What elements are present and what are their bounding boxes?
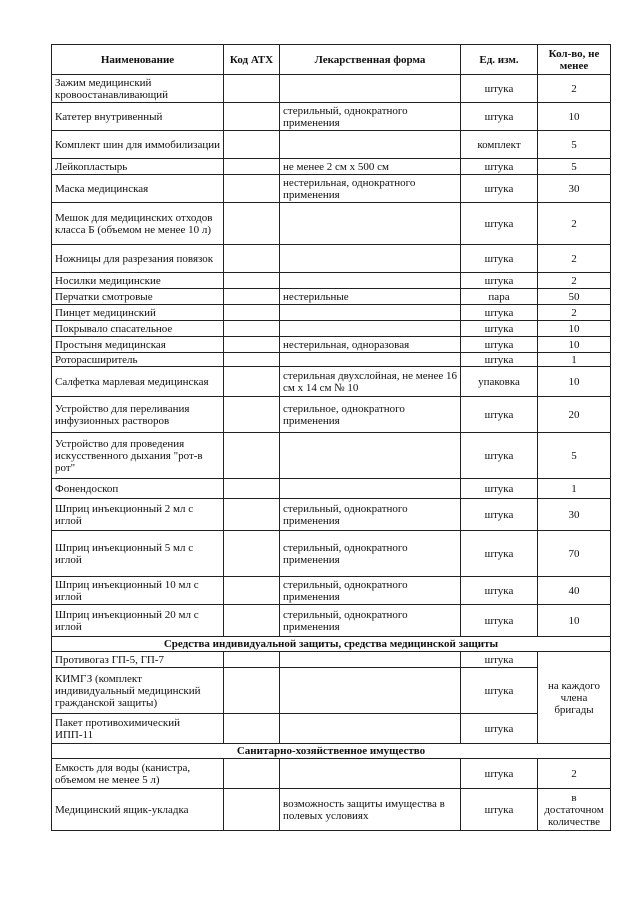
cell-name: Зажим медицинский кровоостанавливающий xyxy=(52,75,224,103)
cell-code xyxy=(224,577,280,605)
cell-unit: штука xyxy=(461,531,538,577)
cell-code xyxy=(224,668,280,714)
cell-qty: 10 xyxy=(538,103,611,131)
cell-code xyxy=(224,273,280,289)
cell-qty: 20 xyxy=(538,397,611,433)
cell-code xyxy=(224,175,280,203)
cell-qty: 10 xyxy=(538,337,611,353)
cell-name: Шприц инъекционный 10 мл с иглой xyxy=(52,577,224,605)
cell-unit: штука xyxy=(461,652,538,668)
cell-name: Медицинский ящик-укладка xyxy=(52,789,224,831)
cell-unit: штука xyxy=(461,245,538,273)
cell-unit: штука xyxy=(461,577,538,605)
cell-unit: штука xyxy=(461,714,538,744)
cell-code xyxy=(224,397,280,433)
cell-name: Ножницы для разрезания повязок xyxy=(52,245,224,273)
cell-form: стерильный, однократного применения xyxy=(280,605,461,637)
table-row xyxy=(52,203,611,245)
cell-name: Роторасширитель xyxy=(52,353,224,367)
cell-code xyxy=(224,203,280,245)
cell-qty: 30 xyxy=(538,499,611,531)
table-header-row xyxy=(52,45,611,75)
table-row xyxy=(52,531,611,577)
cell-name: Покрывало спасательное xyxy=(52,321,224,337)
header-qty: Кол-во, не менее xyxy=(538,45,611,75)
table-row xyxy=(52,652,611,668)
document-page xyxy=(51,44,611,831)
cell-qty: 5 xyxy=(538,131,611,159)
cell-form: нестерильные xyxy=(280,289,461,305)
cell-name: Простыня медицинская xyxy=(52,337,224,353)
section-heading-row xyxy=(52,744,611,759)
cell-name: Пакет противохимический ИПП-11 xyxy=(52,714,224,744)
cell-name: КИМГЗ (комплект индивидуальный медицинский гражданской защиты) xyxy=(52,668,224,714)
table-row xyxy=(52,273,611,289)
cell-name: Мешок для медицинских отходов класса Б (объемом не менее 10 л) xyxy=(52,203,224,245)
section-title-ppe: Средства индивидуальной защиты, средства медицинской защиты xyxy=(52,637,611,652)
cell-form: стерильный, однократного применения xyxy=(280,577,461,605)
cell-unit: штука xyxy=(461,103,538,131)
table-row xyxy=(52,714,611,744)
cell-unit: штука xyxy=(461,273,538,289)
cell-code xyxy=(224,131,280,159)
cell-name: Комплект шин для иммобилизации xyxy=(52,131,224,159)
cell-unit: штука xyxy=(461,175,538,203)
section-title-household: Санитарно-хозяйственное имущество xyxy=(52,744,611,759)
cell-form xyxy=(280,668,461,714)
cell-code xyxy=(224,289,280,305)
header-form: Лекарственная форма xyxy=(280,45,461,75)
header-unit: Ед. изм. xyxy=(461,45,538,75)
cell-name: Маска медицинская xyxy=(52,175,224,203)
table-row xyxy=(52,103,611,131)
cell-name: Лейкопластырь xyxy=(52,159,224,175)
cell-qty: 10 xyxy=(538,367,611,397)
cell-qty: 2 xyxy=(538,273,611,289)
cell-name: Устройство для проведения искусственного дыхания "рот-в рот" xyxy=(52,433,224,479)
cell-name: Пинцет медицинский xyxy=(52,305,224,321)
table-row xyxy=(52,433,611,479)
cell-unit: штука xyxy=(461,789,538,831)
cell-qty: 70 xyxy=(538,531,611,577)
cell-name: Устройство для переливания инфузионных растворов xyxy=(52,397,224,433)
cell-unit: штука xyxy=(461,499,538,531)
table-row xyxy=(52,289,611,305)
cell-name: Шприц инъекционный 2 мл с иглой xyxy=(52,499,224,531)
cell-unit: штука xyxy=(461,479,538,499)
table-row xyxy=(52,367,611,397)
cell-form: стерильный, однократного применения xyxy=(280,499,461,531)
cell-form: стерильный, однократного применения xyxy=(280,531,461,577)
cell-qty: 40 xyxy=(538,577,611,605)
cell-unit: упаковка xyxy=(461,367,538,397)
cell-unit: пара xyxy=(461,289,538,305)
cell-form xyxy=(280,714,461,744)
cell-unit: штука xyxy=(461,433,538,479)
cell-name: Противогаз ГП-5, ГП-7 xyxy=(52,652,224,668)
cell-code xyxy=(224,714,280,744)
cell-qty: 2 xyxy=(538,759,611,789)
cell-unit: штука xyxy=(461,75,538,103)
table-row xyxy=(52,337,611,353)
cell-code xyxy=(224,531,280,577)
cell-form xyxy=(280,305,461,321)
cell-code xyxy=(224,337,280,353)
cell-code xyxy=(224,499,280,531)
cell-form: нестерильная, однократного применения xyxy=(280,175,461,203)
cell-name: Шприц инъекционный 20 мл с иглой xyxy=(52,605,224,637)
cell-qty: 10 xyxy=(538,605,611,637)
header-name: Наименование xyxy=(52,45,224,75)
table-row xyxy=(52,499,611,531)
cell-qty: 1 xyxy=(538,479,611,499)
table-row xyxy=(52,321,611,337)
cell-qty: 2 xyxy=(538,75,611,103)
cell-unit: штука xyxy=(461,668,538,714)
cell-unit: комплект xyxy=(461,131,538,159)
cell-code xyxy=(224,75,280,103)
cell-name: Носилки медицинские xyxy=(52,273,224,289)
cell-qty: 1 xyxy=(538,353,611,367)
cell-unit: штука xyxy=(461,321,538,337)
cell-form xyxy=(280,759,461,789)
table-row xyxy=(52,577,611,605)
table-row xyxy=(52,479,611,499)
cell-name: Емкость для воды (канистра, объемом не менее 5 л) xyxy=(52,759,224,789)
cell-form xyxy=(280,353,461,367)
cell-code xyxy=(224,321,280,337)
table-row xyxy=(52,605,611,637)
section-heading-row xyxy=(52,637,611,652)
table-row xyxy=(52,397,611,433)
cell-code xyxy=(224,159,280,175)
cell-unit: штука xyxy=(461,159,538,175)
cell-qty: 2 xyxy=(538,203,611,245)
cell-form xyxy=(280,321,461,337)
cell-unit: штука xyxy=(461,337,538,353)
table-row xyxy=(52,75,611,103)
cell-form xyxy=(280,131,461,159)
cell-code xyxy=(224,353,280,367)
cell-qty: 5 xyxy=(538,159,611,175)
cell-code xyxy=(224,759,280,789)
cell-qty: 10 xyxy=(538,321,611,337)
cell-code xyxy=(224,605,280,637)
cell-form xyxy=(280,652,461,668)
table-row xyxy=(52,789,611,831)
cell-code xyxy=(224,433,280,479)
cell-unit: штука xyxy=(461,353,538,367)
cell-unit: штука xyxy=(461,759,538,789)
cell-form: стерильная двухслойная, не менее 16 см x 14 см № 10 xyxy=(280,367,461,397)
cell-form: стерильное, однократного применения xyxy=(280,397,461,433)
cell-unit: штука xyxy=(461,305,538,321)
equipment-table xyxy=(51,44,611,831)
cell-qty: 30 xyxy=(538,175,611,203)
cell-name: Шприц инъекционный 5 мл с иглой xyxy=(52,531,224,577)
cell-unit: штука xyxy=(461,203,538,245)
cell-form xyxy=(280,479,461,499)
cell-name: Катетер внутривенный xyxy=(52,103,224,131)
cell-code xyxy=(224,367,280,397)
cell-form xyxy=(280,203,461,245)
cell-name: Фонендоскоп xyxy=(52,479,224,499)
cell-qty: 50 xyxy=(538,289,611,305)
cell-code xyxy=(224,103,280,131)
cell-qty: 5 xyxy=(538,433,611,479)
cell-qty-merged: на каждого члена бригады xyxy=(538,652,611,744)
cell-form: не менее 2 см x 500 см xyxy=(280,159,461,175)
cell-form xyxy=(280,75,461,103)
table-row xyxy=(52,159,611,175)
table-row xyxy=(52,245,611,273)
cell-code xyxy=(224,305,280,321)
cell-unit: штука xyxy=(461,605,538,637)
cell-code xyxy=(224,652,280,668)
cell-unit: штука xyxy=(461,397,538,433)
cell-name: Салфетка марлевая медицинская xyxy=(52,367,224,397)
cell-code xyxy=(224,479,280,499)
cell-form: возможность защиты имущества в полевых условиях xyxy=(280,789,461,831)
table-row xyxy=(52,353,611,367)
cell-qty: 2 xyxy=(538,305,611,321)
table-row xyxy=(52,668,611,714)
cell-form xyxy=(280,433,461,479)
cell-qty: в достаточном количестве xyxy=(538,789,611,831)
table-row xyxy=(52,175,611,203)
cell-code xyxy=(224,245,280,273)
table-row xyxy=(52,131,611,159)
cell-form: нестерильная, одноразовая xyxy=(280,337,461,353)
cell-qty: 2 xyxy=(538,245,611,273)
cell-code xyxy=(224,789,280,831)
table-row xyxy=(52,305,611,321)
table-row xyxy=(52,759,611,789)
cell-name: Перчатки смотровые xyxy=(52,289,224,305)
cell-form: стерильный, однократного применения xyxy=(280,103,461,131)
cell-form xyxy=(280,245,461,273)
cell-form xyxy=(280,273,461,289)
header-code: Код АТХ xyxy=(224,45,280,75)
